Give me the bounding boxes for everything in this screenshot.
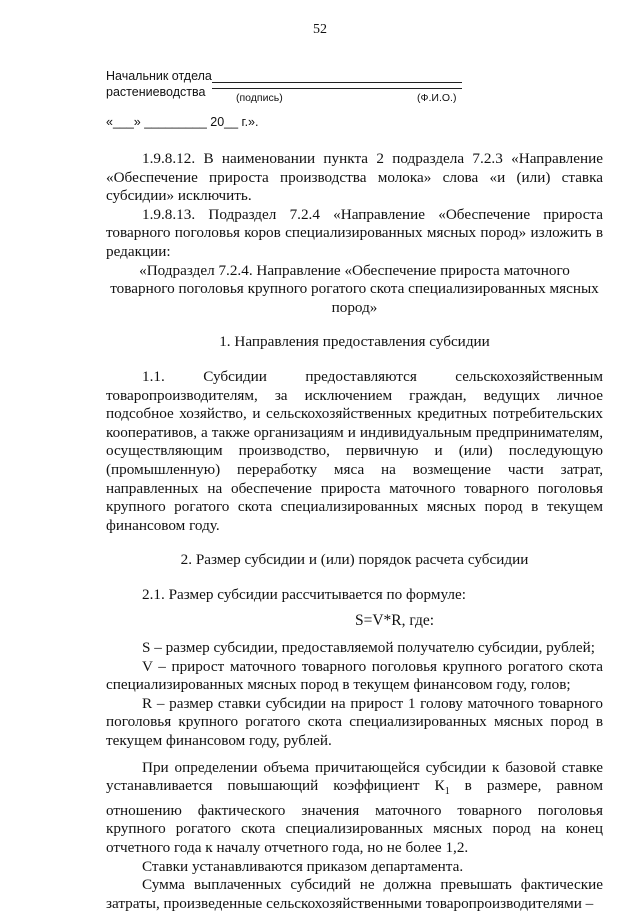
section-heading-1: 1. Направления предоставления субсидии bbox=[219, 333, 490, 351]
signature-line-top bbox=[212, 82, 462, 83]
coefficient-text-start: При определении объема причитающейся субсидии к базовой ставке устанавливается повышающий коэффициент К bbox=[106, 758, 603, 795]
document-body bbox=[106, 150, 603, 913]
formula: S=V*R, где: bbox=[354, 612, 435, 630]
definition-r: R – размер ставки субсидии на прирост 1 голову маточного товарного поголовья крупного рогатого скота специализированных мясных пород в текущем финансовом году, рублей. bbox=[106, 694, 603, 750]
date-line: «___» _________ 20__ г.». bbox=[106, 115, 259, 129]
coefficient-text-end: в размере, равном отношению фактического значения маточного товарного поголовья крупного рогатого скота специализированных мясных пород на конец отчетного года к началу отчетного года, но не более 1,2. bbox=[106, 777, 603, 857]
paragraph-1-1: 1.1. Субсидии предоставляются сельскохозяйственным товаропроизводителям, за исключением граждан, ведущих личное подсобное хозяйство, и сельскохозяйственных кредитных потребительских кооперативов, а также организациям и индивидуальным предпринимателям, осуществляющим производство, первичную и (или) последующую (промышленную) переработку мяса на возмещение части затрат, направленных на обеспечение прироста маточного товарного поголовья крупного рогатого скота специализированных мясных пород в текущем финансовом году. bbox=[106, 367, 603, 534]
paragraph-1-9-8-13: 1.9.8.13. Подраздел 7.2.4 «Направление «Обеспечение прироста товарного поголовья коров специализированных мясных пород» изложить в редакции: bbox=[106, 205, 603, 260]
page-number: 52 bbox=[313, 22, 327, 37]
definition-s: S – размер субсидии, предоставляемой получателю субсидии, рублей; bbox=[142, 639, 595, 657]
signer-title-line1: Начальник отдела bbox=[106, 69, 212, 83]
signer-title-line2: растениеводства bbox=[106, 85, 206, 99]
rates-paragraph: Ставки устанавливаются приказом департамента. bbox=[142, 857, 464, 875]
signature-line bbox=[212, 88, 462, 89]
coefficient-paragraph bbox=[106, 759, 603, 858]
definition-v: V – прирост маточного товарного поголовья крупного рогатого скота специализированных мясных пород в текущем финансовом году, голов; bbox=[106, 657, 603, 694]
name-caption: (Ф.И.О.) bbox=[417, 92, 457, 104]
signature-caption: (подпись) bbox=[236, 92, 283, 104]
paragraph-1-9-8-12: 1.9.8.12. В наименовании пункта 2 подраздела 7.2.3 «Направление «Обеспечение прироста производства молока» слова «и (или) ставка субсидии» исключить. bbox=[106, 150, 603, 205]
subsection-title: «Подраздел 7.2.4. Направление «Обеспечение прироста маточного товарного поголовья крупного рогатого скота специализированных мясных пород» bbox=[110, 261, 599, 316]
section-heading-2: 2. Размер субсидии и (или) порядок расчета субсидии bbox=[180, 551, 529, 569]
paragraph-2-1: 2.1. Размер субсидии рассчитывается по формуле: bbox=[142, 585, 466, 603]
sum-paragraph: Сумма выплаченных субсидий не должна превышать фактические затраты, произведенные сельскохозяйственными товаропроизводителями – bbox=[106, 876, 603, 912]
coefficient-subscript: 1 bbox=[444, 786, 450, 798]
